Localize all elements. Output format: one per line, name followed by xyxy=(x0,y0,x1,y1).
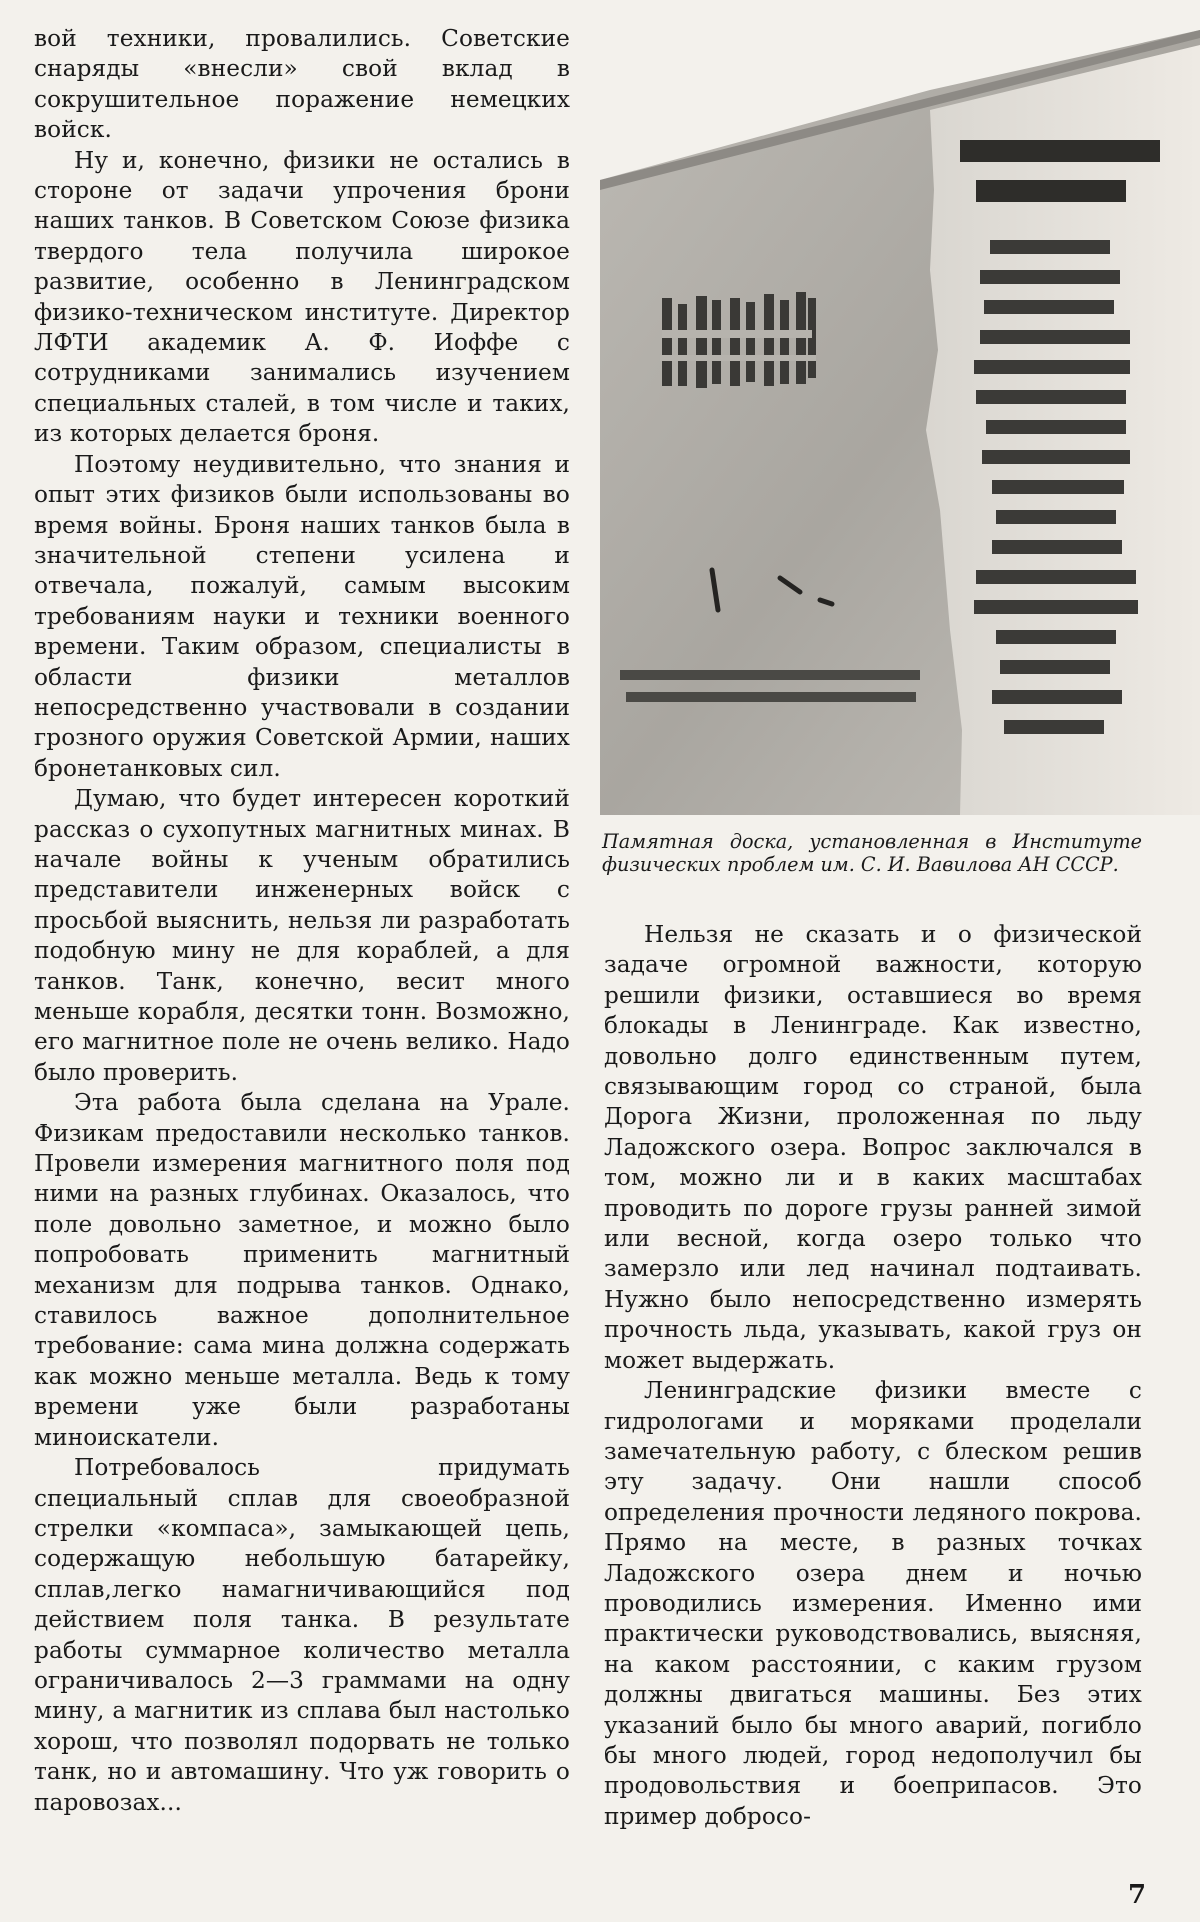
paragraph: Нельзя не сказать и о физической задаче огромной важности, которую решили физики, оставшиеся во время блокады в Ленинграде. Как известно, довольно долго единственным путем, связывающим город со страной, была Дорога Жизни, проложенная по льду Ладожского озера. Вопрос заключался в том, можно ли и в каких масштабах проводить по дороге грузы ранней зимой или весной, когда озеро только что замерзло или лед начинал подтаивать. Нужно было непосредственно измерять прочность льда, указывать, какой груз он может выдержать. xyxy=(604,921,1142,1374)
paragraph: Ленинградские физики вместе с гидрологами и моряками проделали замечательную работу, с блеском решив эту задачу. Они нашли способ определения прочности ледяного покрова. Прямо на месте, в разных точках Ладожского озера днем и ночью проводились измерения. Именно ими практически руководствовались, выясняя, на каком расстоянии, с каким грузом должны двигаться машины. Без этих указаний было бы много аварий, погибло бы много людей, город недополучил бы продовольствия и боеприпасов. Это пример добросо- xyxy=(604,1377,1142,1830)
photo-caption: Памятная доска, установленная в Институте физических проблем им. С. И. Вавилова АН СССР. xyxy=(602,830,1142,876)
plaque-illustration xyxy=(600,30,1200,815)
text-column-left xyxy=(34,24,570,1818)
paragraph: вой техники, провалились. Советские снаряды «внесли» свой вклад в сокрушительное поражение немецких войск. xyxy=(34,25,570,144)
paragraph: Думаю, что будет интересен короткий рассказ о сухопутных магнитных минах. В начале войны к ученым обратились представители инженерных войск с просьбой выяснить, нельзя ли разработать подобную мину не для кораблей, а для танков. Танк, конечно, весит много меньше корабля, десятки тонн. Возможно, его магнитное поле не очень велико. Надо было проверить. xyxy=(34,785,570,1086)
memorial-plaque-photo xyxy=(600,30,1200,815)
paragraph: Эта работа была сделана на Урале. Физикам предоставили несколько танков. Провели измерения магнитного поля под ними на разных глубинах. Оказалось, что поле довольно заметное, и можно было попробовать применить магнитный механизм для подрыва танков. Однако, ставилось важное дополнительное требование: сама мина должна содержать как можно меньше металла. Ведь к тому времени уже были разработаны миноискатели. xyxy=(34,1089,570,1451)
page-number: 7 xyxy=(1128,1880,1147,1910)
paragraph: Ну и, конечно, физики не остались в стороне от задачи упрочения брони наших танков. В Советском Союзе физика твердого тела получила широкое развитие, особенно в Ленинградском физико-техническом институте. Директор ЛФТИ академик А. Ф. Иоффе с сотрудниками занимались изучением специальных сталей, в том числе и таких, из которых делается броня. xyxy=(34,146,570,448)
text-column-right xyxy=(604,920,1142,1832)
paragraph: Поэтому неудивительно, что знания и опыт этих физиков были использованы во время войны. Броня наших танков была в значительной степени усилена и отвечала, пожалуй, самым высоким требованиям науки и техники военного времени. Таким образом, специалисты в области физики металлов непосредственно участвовали в создании грозного оружия Советской Армии, наших бронетанковых сил. xyxy=(34,450,570,782)
paragraph: Потребовалось придумать специальный сплав для своеобразной стрелки «компаса», замыкающей цепь, содержащую небольшую батарейку, сплав,легко намагничивающийся под действием поля танка. В результате работы суммарное количество металла ограничивалось 2—3 граммами на одну мину, а магнитик из сплава был настолько хорош, что позволял подорвать не только танк, но и автомашину. Что уж говорить о паровозах... xyxy=(34,1454,570,1816)
